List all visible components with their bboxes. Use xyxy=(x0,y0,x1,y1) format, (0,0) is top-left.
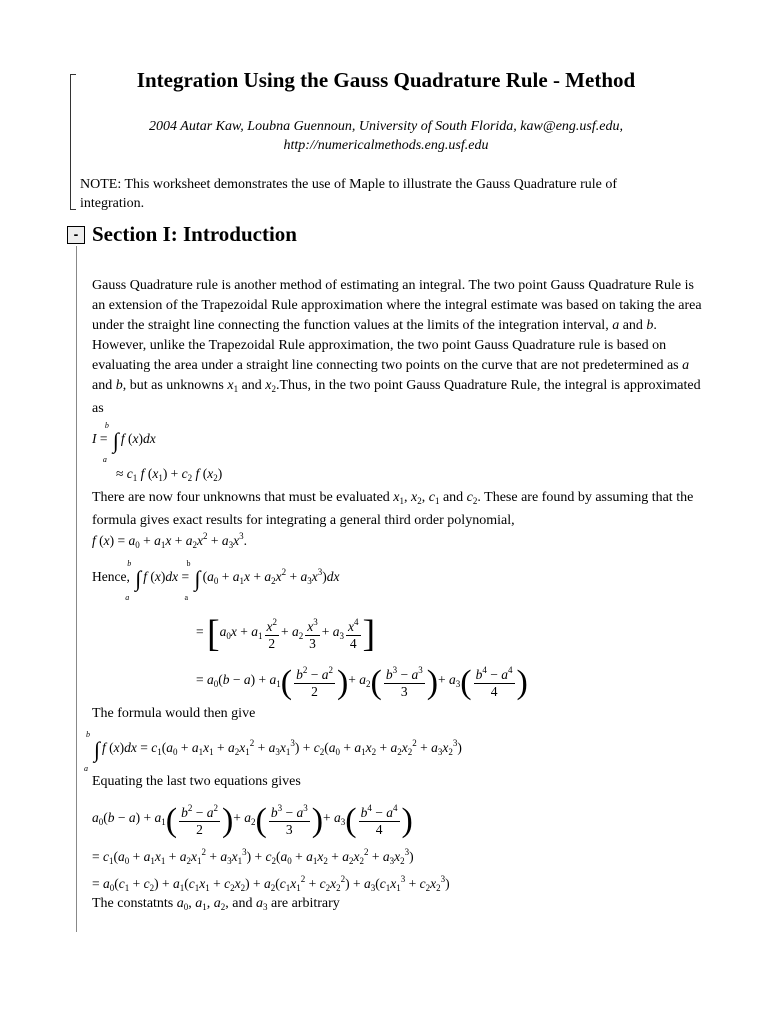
equation-regrouped: = $a_0(c_1 + c_2) + a_1(c_1x_1 + c_2x_2) + a_2(c_1x_1^2 + c_2x_2^2) + a_3(c_1x_1^3 + c_2x_2^3)$ xyxy=(92,874,450,893)
header-group-bracket[interactable] xyxy=(70,74,76,210)
equation-equating-lhs: $a_0(b - a) + a_1$( $\frac{b^2 - a^2}{2}$ )+ $a_2$( $\frac{b^3 - a^3}{3}$ )+ $a_3$( $\frac{b^4 - a^4}{4}$ ) xyxy=(92,800,413,840)
section-bracket-line xyxy=(76,246,77,932)
equation-approximation: ≈ $c_1$ f $(x_1) + c_2$ f $(x_2)$ xyxy=(116,466,223,483)
document-title: Integration Using the Gauss Quadrature Rule - Method xyxy=(136,68,636,92)
equation-integral-definition: I = b a ∫ f (x)dx xyxy=(92,421,156,464)
equation-antiderivative: = [$a_0x + a_1$ $\frac{x^2}{2}$ + $a_2$ $\frac{x^3}{3}$ + $a_3$ $\frac{x^4}{4}$ ] xyxy=(196,613,376,655)
equation-polynomial: f $(x) = a_0 + a_1x + a_2x^2 + a_3x^3$. xyxy=(92,531,247,550)
constants-line: The constatnts $a_0$, $a_1$, $a_2$, and $a_3$ are arbitrary xyxy=(92,896,340,912)
hence-label: Hence, xyxy=(92,569,130,584)
section-title: Section I: Introduction xyxy=(92,222,297,246)
section-collapse-toggle[interactable]: - xyxy=(67,226,85,244)
formula-label: The formula would then give xyxy=(92,706,256,721)
equation-evaluated: = $a_0(b - a) + a_1$( $\frac{b^2 - a^2}{2}$ )+ $a_2$( $\frac{b^3 - a^3}{3}$ )+ $a_3$( $\frac{b^4 - a^4}{4}$ ) xyxy=(196,662,528,702)
equating-label: Equating the last two equations gives xyxy=(92,774,301,789)
authors-line: 2004 Autar Kaw, Loubna Guennoun, University of South Florida, kaw@eng.usf.edu, xyxy=(149,119,623,134)
intro-paragraph: Gauss Quadrature rule is another method of estimating an integral. The two point Gauss Quadrature Rule is an extension of the Trapezoidal Rule approximation where the integral estimate was based on taking the area under the straight line connecting the function values at the limits of the integration interval, a and b. However, unlike the Trapezoidal Rule approximation, the two point Gauss Quadrature rule is based on evaluating the area under a straight line connecting two points on the curve that are not predetermined as a and b, but as unknowns $x_1$ and $x_2.Thus$, in the two point Gauss Quadrature Rule, the integral is approximated as xyxy=(92,278,702,416)
worksheet-note: NOTE: This worksheet demonstrates the use of Maple to illustrate the Gauss Quadrature rule of integration. xyxy=(80,177,618,211)
unknowns-paragraph: There are now four unknowns that must be evaluated $x_1$, $x_2$, $c_1$ and $c_2$. These are found by assuming that the formula gives exact results for integrating a general third order polynomial, xyxy=(92,490,694,528)
equation-hence: Hence, b a ∫ f (x)dx = b a ∫ $(a_0 + a_1x + a_2x^2 + a_3x^3)dx$ xyxy=(92,559,340,602)
authors-credit xyxy=(80,117,692,155)
equation-equating-rhs: = $c_1(a_0 + a_1x_1 + a_2x_1^2 + a_3x_1^3) + c_2(a_0 + a_1x_2 + a_2x_2^2 + a_3x_2^3)$ xyxy=(92,847,414,866)
website-link[interactable]: http://numericalmethods.eng.usf.edu xyxy=(283,138,489,153)
equation-formula: b a ∫ f $(x)dx = c_1(a_0 + a_1x_1 + a_2x_1^2 + a_3x_1^3) + c_2(a_0 + a_1x_2 + a_2x_2^2 + a_3x_2^3)$ xyxy=(84,730,462,773)
